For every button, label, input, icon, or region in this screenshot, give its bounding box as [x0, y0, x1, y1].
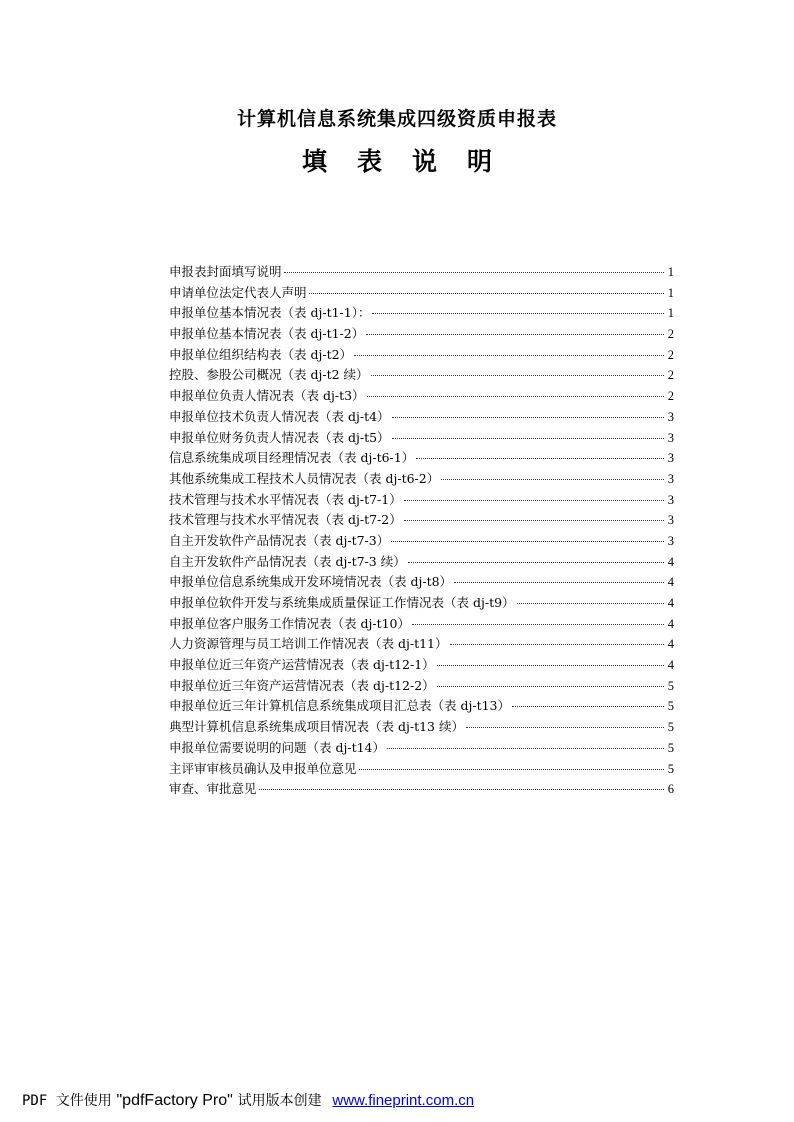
footer-link[interactable]: www.fineprint.com.cn — [332, 1092, 475, 1109]
toc-entry-label: 自主开发软件产品情况表（表 dj-t7-3 续） — [169, 553, 406, 569]
footer-middle: 试用版本创建 — [237, 1093, 322, 1109]
footer-product: "pdfFactory Pro" — [116, 1092, 233, 1109]
toc-entry-label: 申报单位信息系统集成开发环境情况表（表 dj-t8） — [169, 574, 453, 590]
toc-dot-leader — [392, 417, 664, 418]
toc-entry[interactable] — [169, 469, 674, 490]
toc-entry[interactable] — [169, 759, 674, 780]
toc-dot-leader — [404, 520, 664, 521]
toc-dot-leader — [412, 624, 664, 625]
toc-entry-label: 申请单位法定代表人声明 — [169, 284, 307, 300]
toc-dot-leader — [284, 272, 664, 273]
toc-entry-page: 1 — [667, 306, 674, 321]
toc-entry[interactable] — [169, 365, 674, 386]
toc-entry-page: 3 — [667, 533, 674, 548]
toc-entry-page: 5 — [667, 761, 674, 776]
toc-dot-leader — [309, 293, 664, 294]
toc-entry[interactable] — [169, 386, 674, 407]
toc-entry-label: 其他系统集成工程技术人员情况表（表 dj-t6-2） — [169, 470, 440, 486]
toc-dot-leader — [371, 375, 664, 376]
toc-entry-page: 5 — [667, 720, 674, 735]
toc-entry-page: 4 — [667, 616, 674, 631]
toc-entry[interactable] — [169, 779, 674, 800]
toc-entry-label: 申报表封面填写说明 — [169, 264, 282, 279]
toc-entry-page: 2 — [667, 389, 674, 404]
toc-entry[interactable] — [169, 345, 674, 366]
toc-entry-page: 4 — [667, 658, 674, 673]
toc-dot-leader — [392, 438, 664, 439]
toc-entry[interactable] — [169, 676, 674, 697]
toc-entry-label: 申报单位客户服务工作情况表（表 dj-t10） — [169, 615, 411, 631]
toc-entry[interactable] — [169, 303, 674, 324]
toc-entry-page: 3 — [667, 471, 674, 486]
toc-entry-page: 3 — [667, 492, 674, 507]
toc-entry-label: 主评审审核员确认及申报单位意见 — [169, 760, 357, 776]
pdf-footer — [22, 1090, 474, 1110]
toc-dot-leader — [408, 562, 664, 563]
footer-prefix: PDF 文件使用 — [22, 1093, 112, 1109]
toc-entry-page: 5 — [667, 740, 674, 755]
toc-entry-label: 申报单位组织结构表（表 dj-t2） — [169, 346, 353, 362]
toc-entry[interactable] — [169, 283, 674, 304]
toc-entry-label: 申报单位基本情况表（表 dj-t1-1）： — [169, 305, 371, 321]
toc-dot-leader — [512, 706, 664, 707]
toc-dot-leader — [367, 396, 664, 397]
toc-entry[interactable] — [169, 696, 674, 717]
toc-dot-leader — [441, 479, 664, 480]
toc-dot-leader — [354, 355, 664, 356]
toc-entry[interactable] — [169, 717, 674, 738]
toc-dot-leader — [359, 769, 664, 770]
toc-entry[interactable] — [169, 531, 674, 552]
toc-entry-page: 4 — [667, 596, 674, 610]
toc-entry-label: 申报单位近三年计算机信息系统集成项目汇总表（表 dj-t13） — [169, 698, 511, 714]
toc-dot-leader — [416, 458, 664, 459]
toc-entry-label: 审查、审批意见 — [169, 781, 257, 797]
toc-entry-label: 申报单位财务负责人情况表（表 dj-t5） — [169, 429, 390, 445]
toc-entry-page: 5 — [667, 678, 674, 693]
toc-entry[interactable] — [169, 634, 674, 655]
toc-entry-label: 申报单位软件开发与系统集成质量保证工作情况表（表 dj-t9） — [169, 595, 515, 610]
toc-entry-page: 5 — [667, 699, 674, 714]
toc-entry-page: 6 — [667, 782, 674, 797]
toc-entry-page: 4 — [667, 575, 674, 590]
toc-entry-label: 申报单位近三年资产运营情况表（表 dj-t12-2） — [169, 677, 435, 693]
toc-entry[interactable] — [169, 655, 674, 676]
toc-dot-leader — [437, 686, 664, 687]
toc-entry[interactable] — [169, 428, 674, 449]
toc-entry-page: 2 — [667, 347, 674, 362]
toc-entry-label: 信息系统集成项目经理情况表（表 dj-t6-1） — [169, 450, 415, 466]
toc-dot-leader — [517, 603, 664, 604]
toc-entry-label: 申报单位近三年资产运营情况表（表 dj-t12-1） — [169, 657, 435, 673]
toc-entry-page: 3 — [667, 430, 674, 445]
toc-entry-label: 申报单位基本情况表（表 dj-t1-2） — [169, 326, 365, 342]
toc-entry-page: 2 — [667, 368, 674, 383]
toc-entry-label: 技术管理与技术水平情况表（表 dj-t7-2） — [169, 512, 402, 528]
toc-entry-page: 1 — [667, 265, 674, 279]
toc-entry-label: 典型计算机信息系统集成项目情况表（表 dj-t13 续） — [169, 719, 464, 735]
toc-entry[interactable] — [169, 738, 674, 759]
toc-dot-leader — [454, 582, 664, 583]
toc-entry[interactable] — [169, 552, 674, 573]
toc-entry[interactable] — [169, 572, 674, 593]
toc-dot-leader — [450, 644, 664, 645]
toc-dot-leader — [387, 748, 664, 749]
document-title: 计算机信息系统集成四级资质申报表 — [236, 108, 557, 130]
toc-entry-page: 1 — [667, 285, 674, 300]
toc-entry-label: 人力资源管理与员工培训工作情况表（表 dj-t11） — [169, 636, 448, 652]
toc-entry-label: 控股、参股公司概况（表 dj-t2 续） — [169, 367, 369, 383]
toc-dot-leader — [391, 541, 664, 542]
toc-entry-page: 4 — [667, 637, 674, 652]
toc-entry[interactable] — [169, 262, 674, 283]
document-subtitle: 填表说明 — [301, 147, 522, 176]
toc-dot-leader — [259, 789, 664, 790]
toc-dot-leader — [404, 500, 664, 501]
toc-entry-label: 申报单位需要说明的问题（表 dj-t14） — [169, 739, 386, 755]
toc-entry-page: 3 — [667, 409, 674, 424]
toc-entry[interactable] — [169, 448, 674, 469]
toc-entry-page: 2 — [667, 327, 674, 342]
toc-entry[interactable] — [169, 407, 674, 428]
toc-dot-leader — [366, 334, 664, 335]
toc-entry[interactable] — [169, 324, 674, 345]
table-of-contents — [169, 262, 674, 800]
toc-entry-label: 技术管理与技术水平情况表（表 dj-t7-1） — [169, 491, 402, 507]
toc-dot-leader — [372, 313, 664, 314]
toc-entry[interactable] — [169, 593, 674, 614]
toc-entry-page: 3 — [667, 513, 674, 528]
toc-entry-page: 4 — [667, 554, 674, 569]
toc-entry[interactable] — [169, 490, 674, 511]
toc-entry-label: 申报单位技术负责人情况表（表 dj-t4） — [169, 408, 390, 424]
toc-dot-leader — [466, 727, 664, 728]
toc-entry-label: 申报单位负责人情况表（表 dj-t3） — [169, 388, 365, 404]
toc-entry-label: 自主开发软件产品情况表（表 dj-t7-3） — [169, 532, 390, 548]
toc-entry[interactable] — [169, 614, 674, 635]
toc-entry[interactable] — [169, 510, 674, 531]
toc-entry-page: 3 — [667, 451, 674, 466]
toc-dot-leader — [437, 665, 664, 666]
